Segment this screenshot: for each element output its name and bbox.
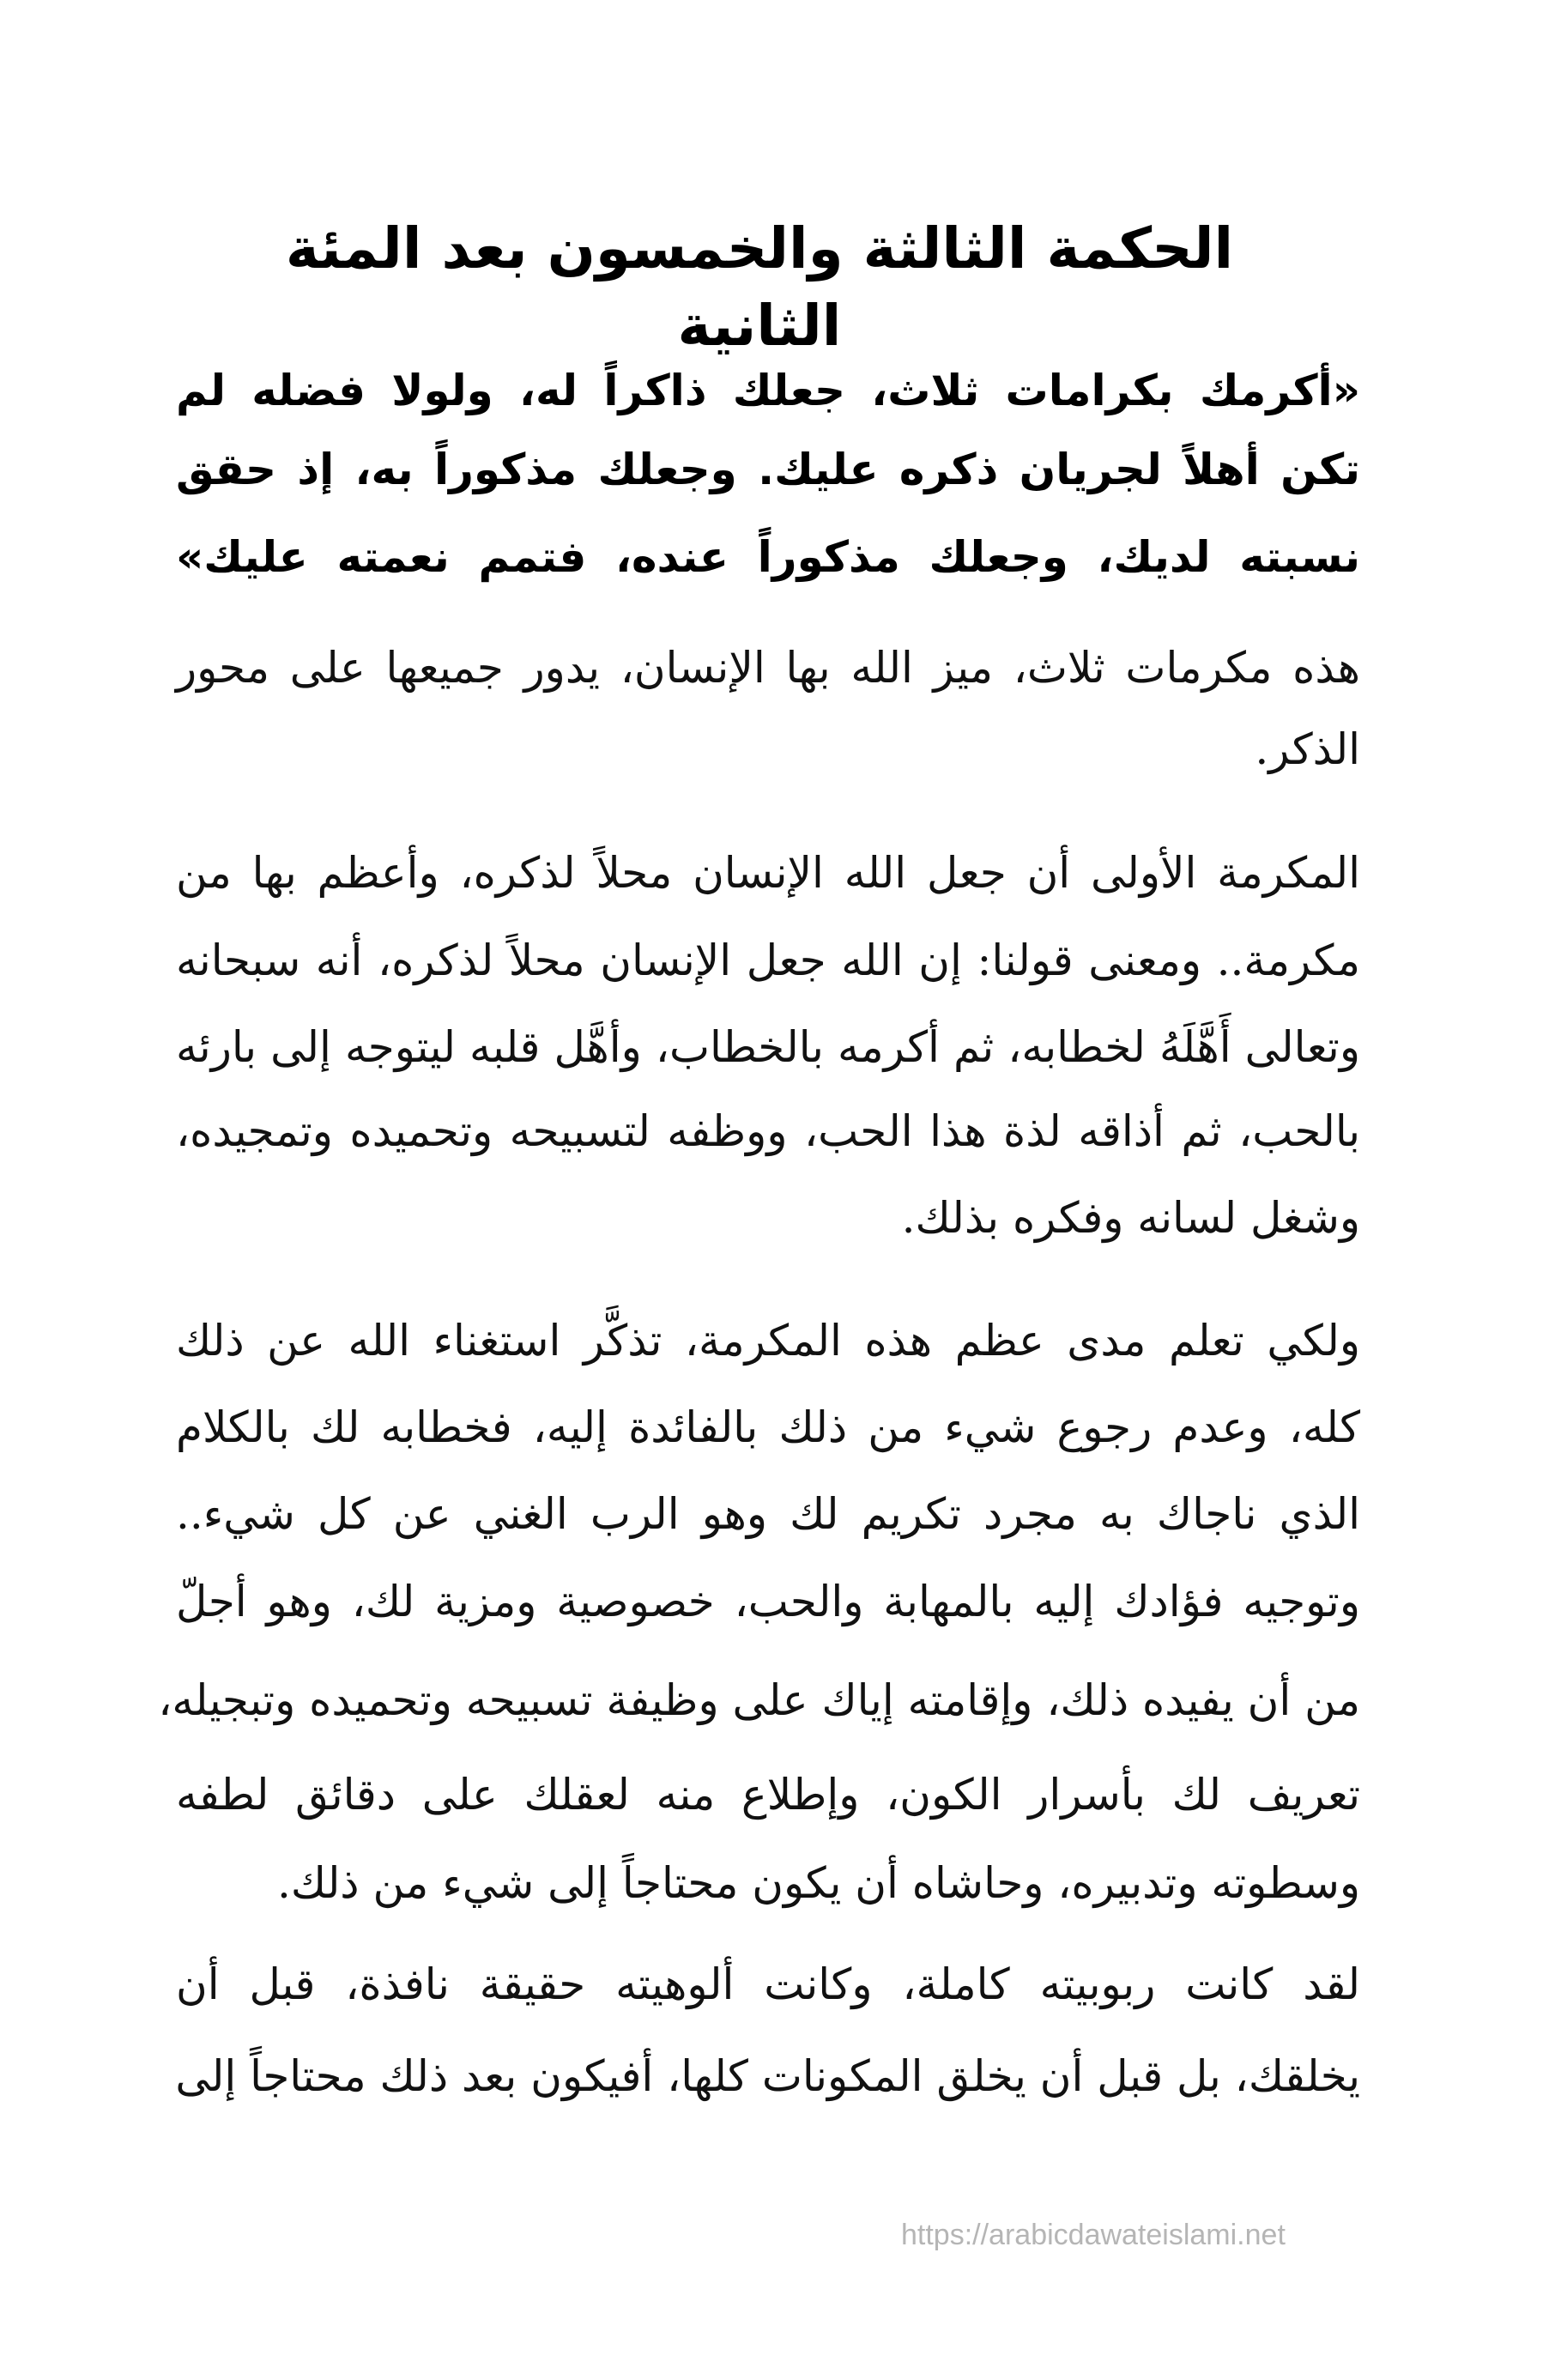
text-line: ولكي تعلم مدى عظم هذه المكرمة، تذكَّر استغناء الله عن ذلك — [176, 1316, 1360, 1366]
text-line: الذكر. — [1255, 724, 1360, 774]
text-line: وتوجيه فؤادك إليه بالمهابة والحب، خصوصية ومزية لك، وهو أجلّ — [176, 1577, 1360, 1626]
quote-line: تكن أهلاً لجريان ذكره عليك. وجعلك مذكوراً به، إذ حقق — [176, 445, 1360, 494]
text-line: يخلقك، بل قبل أن يخلق المكونات كلها، أفيكون بعد ذلك محتاجاً إلى — [175, 2051, 1360, 2101]
text-line: الذي ناجاك به مجرد تكريم لك وهو الرب الغني عن كل شيء.. — [176, 1489, 1360, 1539]
text-line: تعريف لك بأسرار الكون، وإطلاع منه لعقلك على دقائق لطفه — [176, 1770, 1360, 1820]
text-line: مكرمة.. ومعنى قولنا: إن الله جعل الإنسان محلاً لذكره، أنه سبحانه — [176, 936, 1360, 985]
text-line: وتعالى أَهَّلَهُ لخطابه، ثم أكرمه بالخطاب، وأهَّل قلبه ليتوجه إلى بارئه — [176, 1022, 1360, 1072]
text-line: وشغل لسانه وفكره بذلك. — [901, 1193, 1360, 1243]
text-line: بالحب، ثم أذاقه لذة هذا الحب، ووظفه لتسبيحه وتحميده وتمجيده، — [176, 1106, 1360, 1156]
quote-line: «أكرمك بكرامات ثلاث، جعلك ذاكراً له، ولولا فضله لم — [176, 366, 1360, 415]
quote-line: نسبته لديك، وجعلك مذكوراً عنده، فتمم نعمته عليك» — [176, 532, 1360, 582]
text-line: لقد كانت ربوبيته كاملة، وكانت ألوهيته حقيقة نافذة، قبل أن — [176, 1959, 1360, 2009]
watermark-url: https://arabicdawateislami.net — [901, 2219, 1286, 2251]
text-line: المكرمة الأولى أن جعل الله الإنسان محلاً لذكره، وأعظم بها من — [176, 848, 1360, 898]
page-title: الحكمة الثالثة والخمسون بعد المئة الثانية — [285, 215, 1234, 359]
text-line: هذه مكرمات ثلاث، ميز الله بها الإنسان، يدور جميعها على محور — [176, 643, 1360, 693]
text-line: وسطوته وتدبيره، وحاشاه أن يكون محتاجاً إلى شيء من ذلك. — [277, 1858, 1360, 1908]
text-line: من أن يفيده ذلك، وإقامته إياك على وظيفة تسبيحه وتحميده وتبجيله، — [158, 1675, 1360, 1725]
text-line: كله، وعدم رجوع شيء من ذلك بالفائدة إليه، فخطابه لك بالكلام — [176, 1402, 1360, 1452]
